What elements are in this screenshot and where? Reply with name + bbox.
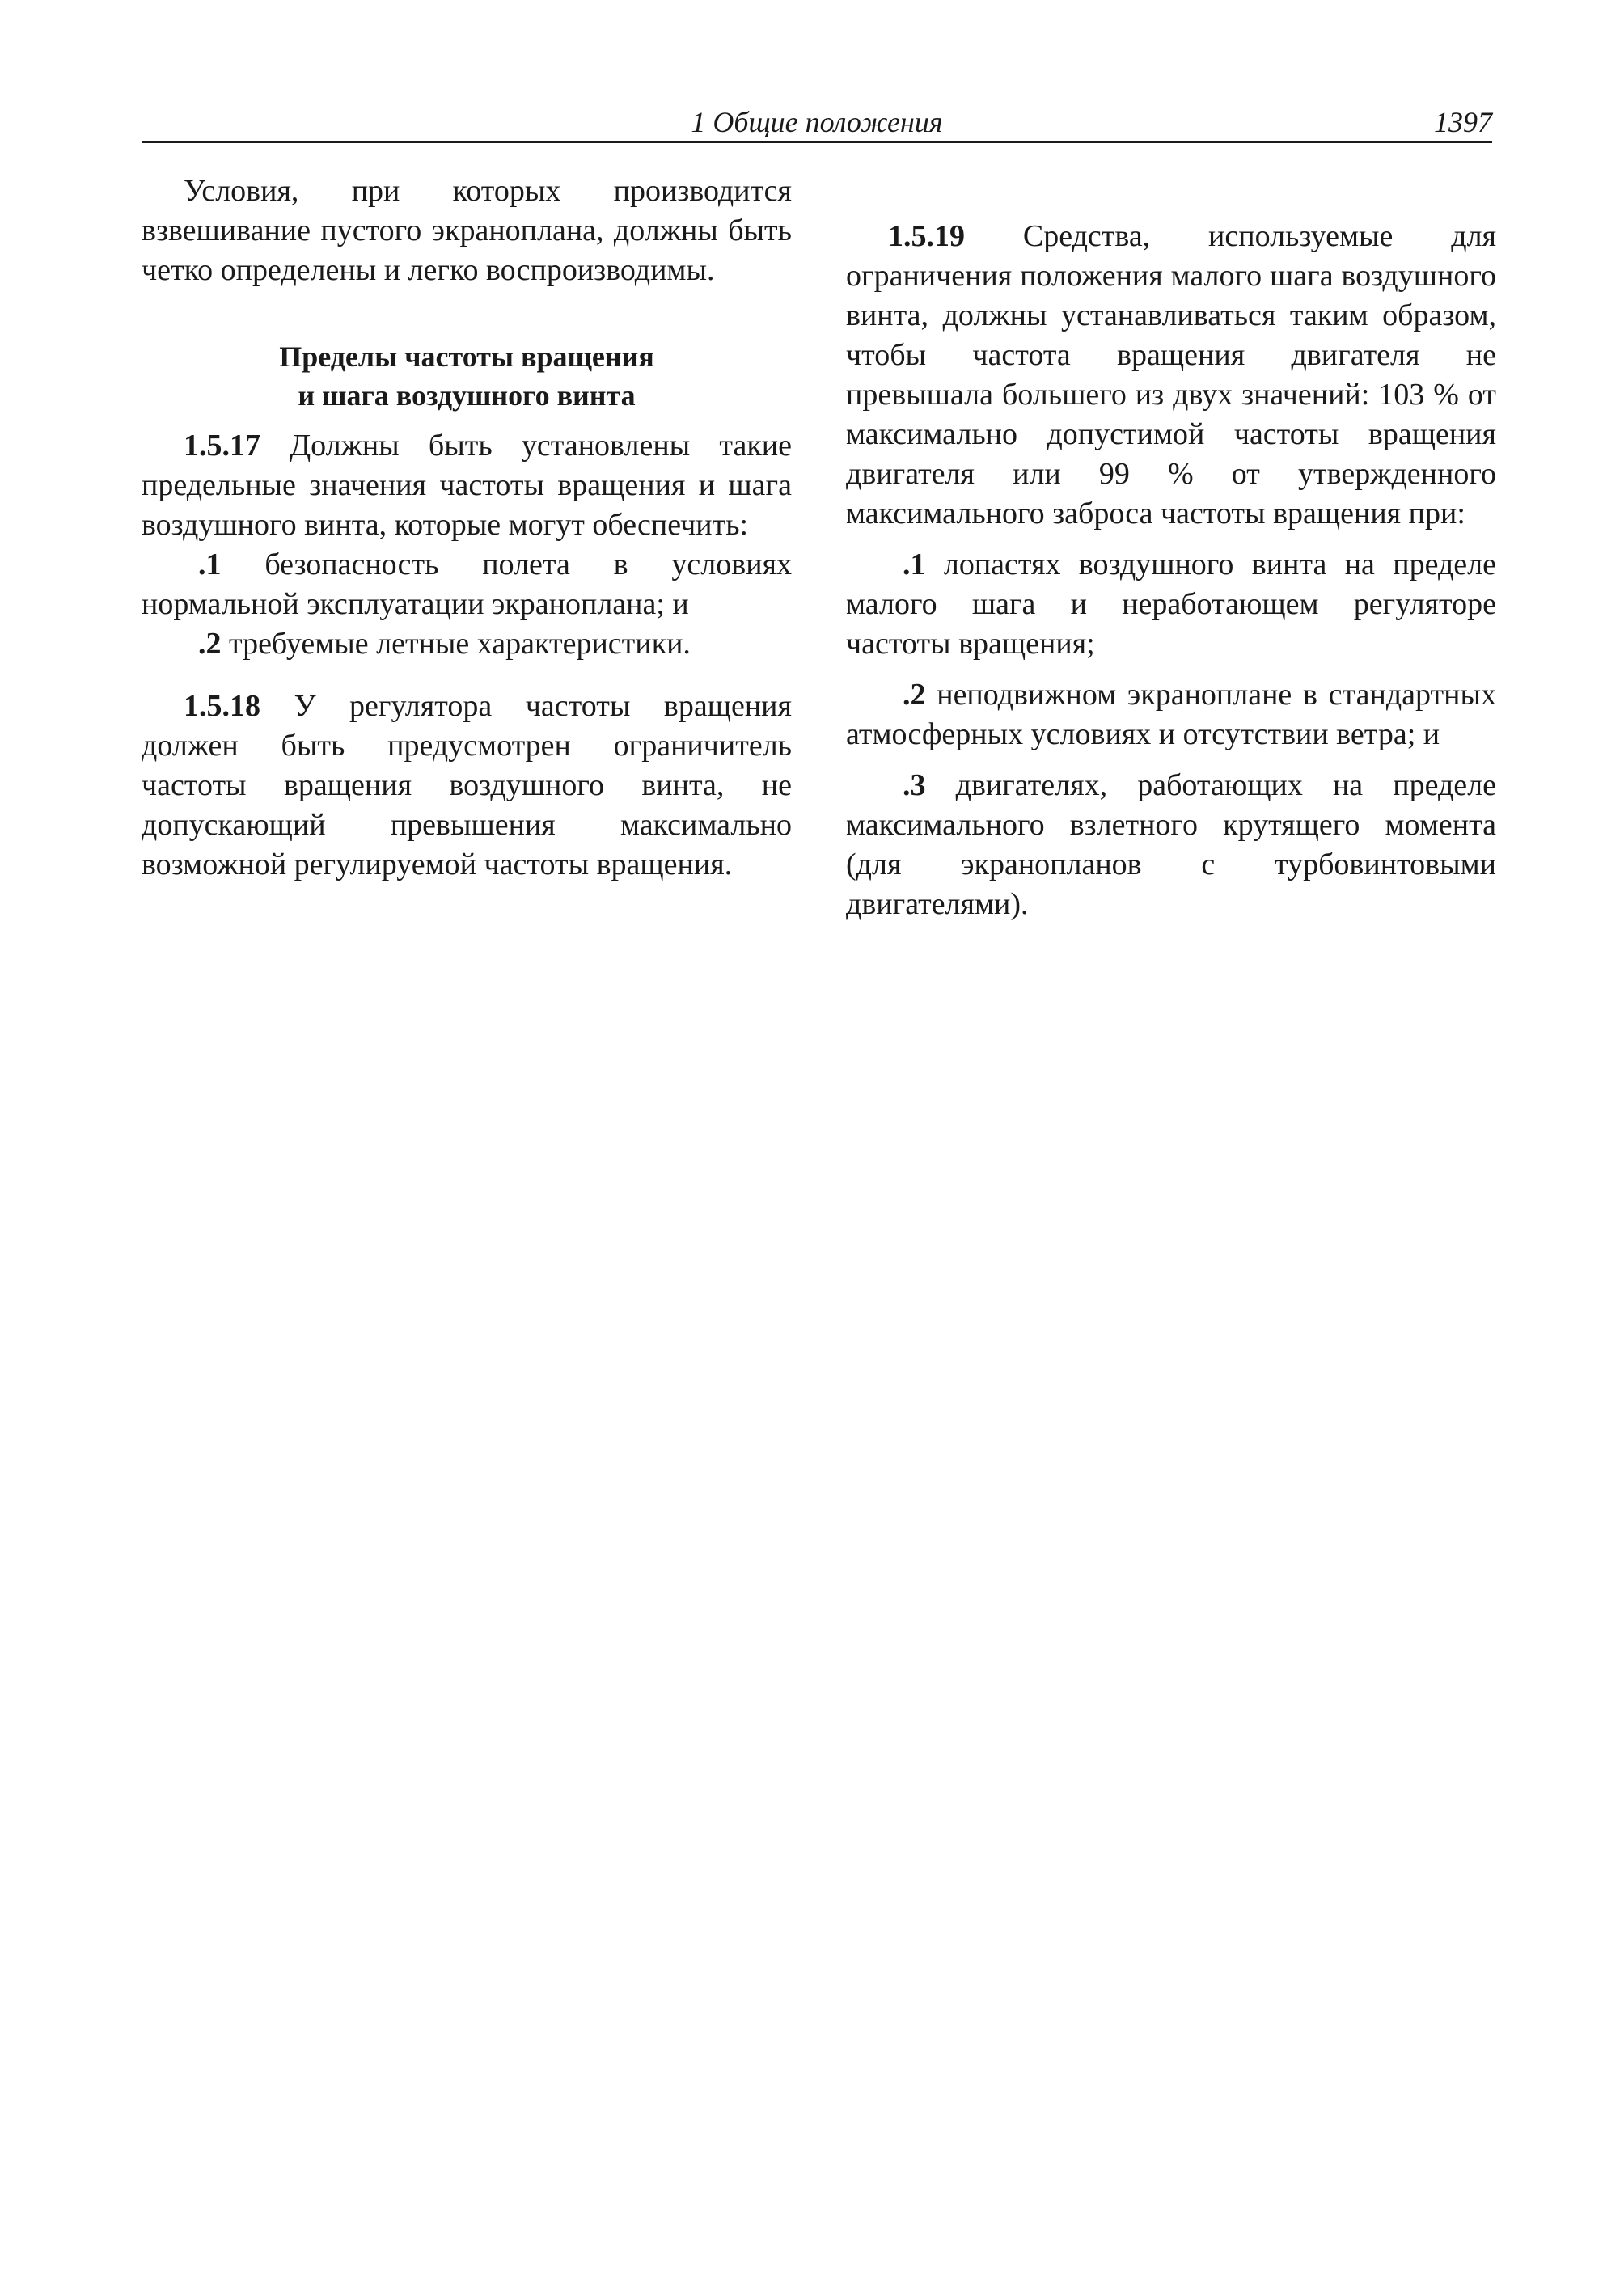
list-item-text: безопасность полета в условиях нормальной эксплуатации экраноплана; и xyxy=(142,547,793,621)
paragraph-number: 1.5.18 xyxy=(184,689,260,723)
running-header xyxy=(142,104,1492,143)
list-item-number: .2 xyxy=(903,678,926,712)
section-heading-line-1: Пределы частоты вращения xyxy=(279,340,654,373)
list-item-number: .1 xyxy=(903,547,926,581)
list-item xyxy=(142,545,792,624)
list-item-number: .1 xyxy=(198,547,222,581)
paragraph-text: Должны быть установлены такие предельные значения частоты вращения и шага воздушного винта, которые могут обеспечить: xyxy=(142,429,792,542)
paragraph-text: У регулятора частоты вращения должен быть предусмотрен ограничитель частоты вращения воздушного винта, не допускающий превышения максимально возможной регулируемой частоты вращения. xyxy=(142,689,792,881)
list-item xyxy=(846,675,1496,755)
list-item-number: .3 xyxy=(903,768,926,802)
left-column xyxy=(142,171,792,885)
paragraph-1-5-18 xyxy=(142,687,792,885)
paragraph-1-5-17 xyxy=(142,426,792,545)
right-column xyxy=(846,217,1496,924)
paragraph-text: Средства, используемые для ограничения положения малого шага воздушного винта, должны устанавливаться таким образом, чтобы частота вращения двигателя не превышала большего из двух значений: 103 % от максимально допустимой частоты вращения двигателя или 99 % от утвержденного максимального заброса частоты вращения при: xyxy=(846,219,1497,530)
page-number: 1397 xyxy=(1434,106,1492,138)
running-header-title: 1 Общие положения xyxy=(691,106,943,138)
paragraph-number: 1.5.17 xyxy=(184,429,260,463)
list-item-text: требуемые летные характеристики. xyxy=(229,627,691,661)
list-item xyxy=(846,766,1496,924)
list-item-text: неподвижном экраноплане в стандартных атмосферных условиях и отсутствии ветра; и xyxy=(846,678,1496,751)
list-item-text: двигателях, работающих на пределе максимального взлетного крутящего момента (для экранопланов с турбовинтовыми двигателями). xyxy=(846,768,1496,921)
list-item-number: .2 xyxy=(198,627,222,661)
list-item xyxy=(846,545,1496,664)
paragraph-1-5-19 xyxy=(846,217,1496,534)
section-heading-line-2: и шага воздушного винта xyxy=(298,379,636,412)
section-heading xyxy=(142,337,792,415)
list-item-text: лопастях воздушного винта на пределе малого шага и неработающем регуляторе частоты вращения; xyxy=(846,547,1497,661)
paragraph-number: 1.5.19 xyxy=(888,219,965,253)
intro-paragraph: Условия, при которых производится взвешивание пустого экраноплана, должны быть четко определены и легко воспроизводимы. xyxy=(142,174,792,287)
list-item xyxy=(142,624,792,664)
